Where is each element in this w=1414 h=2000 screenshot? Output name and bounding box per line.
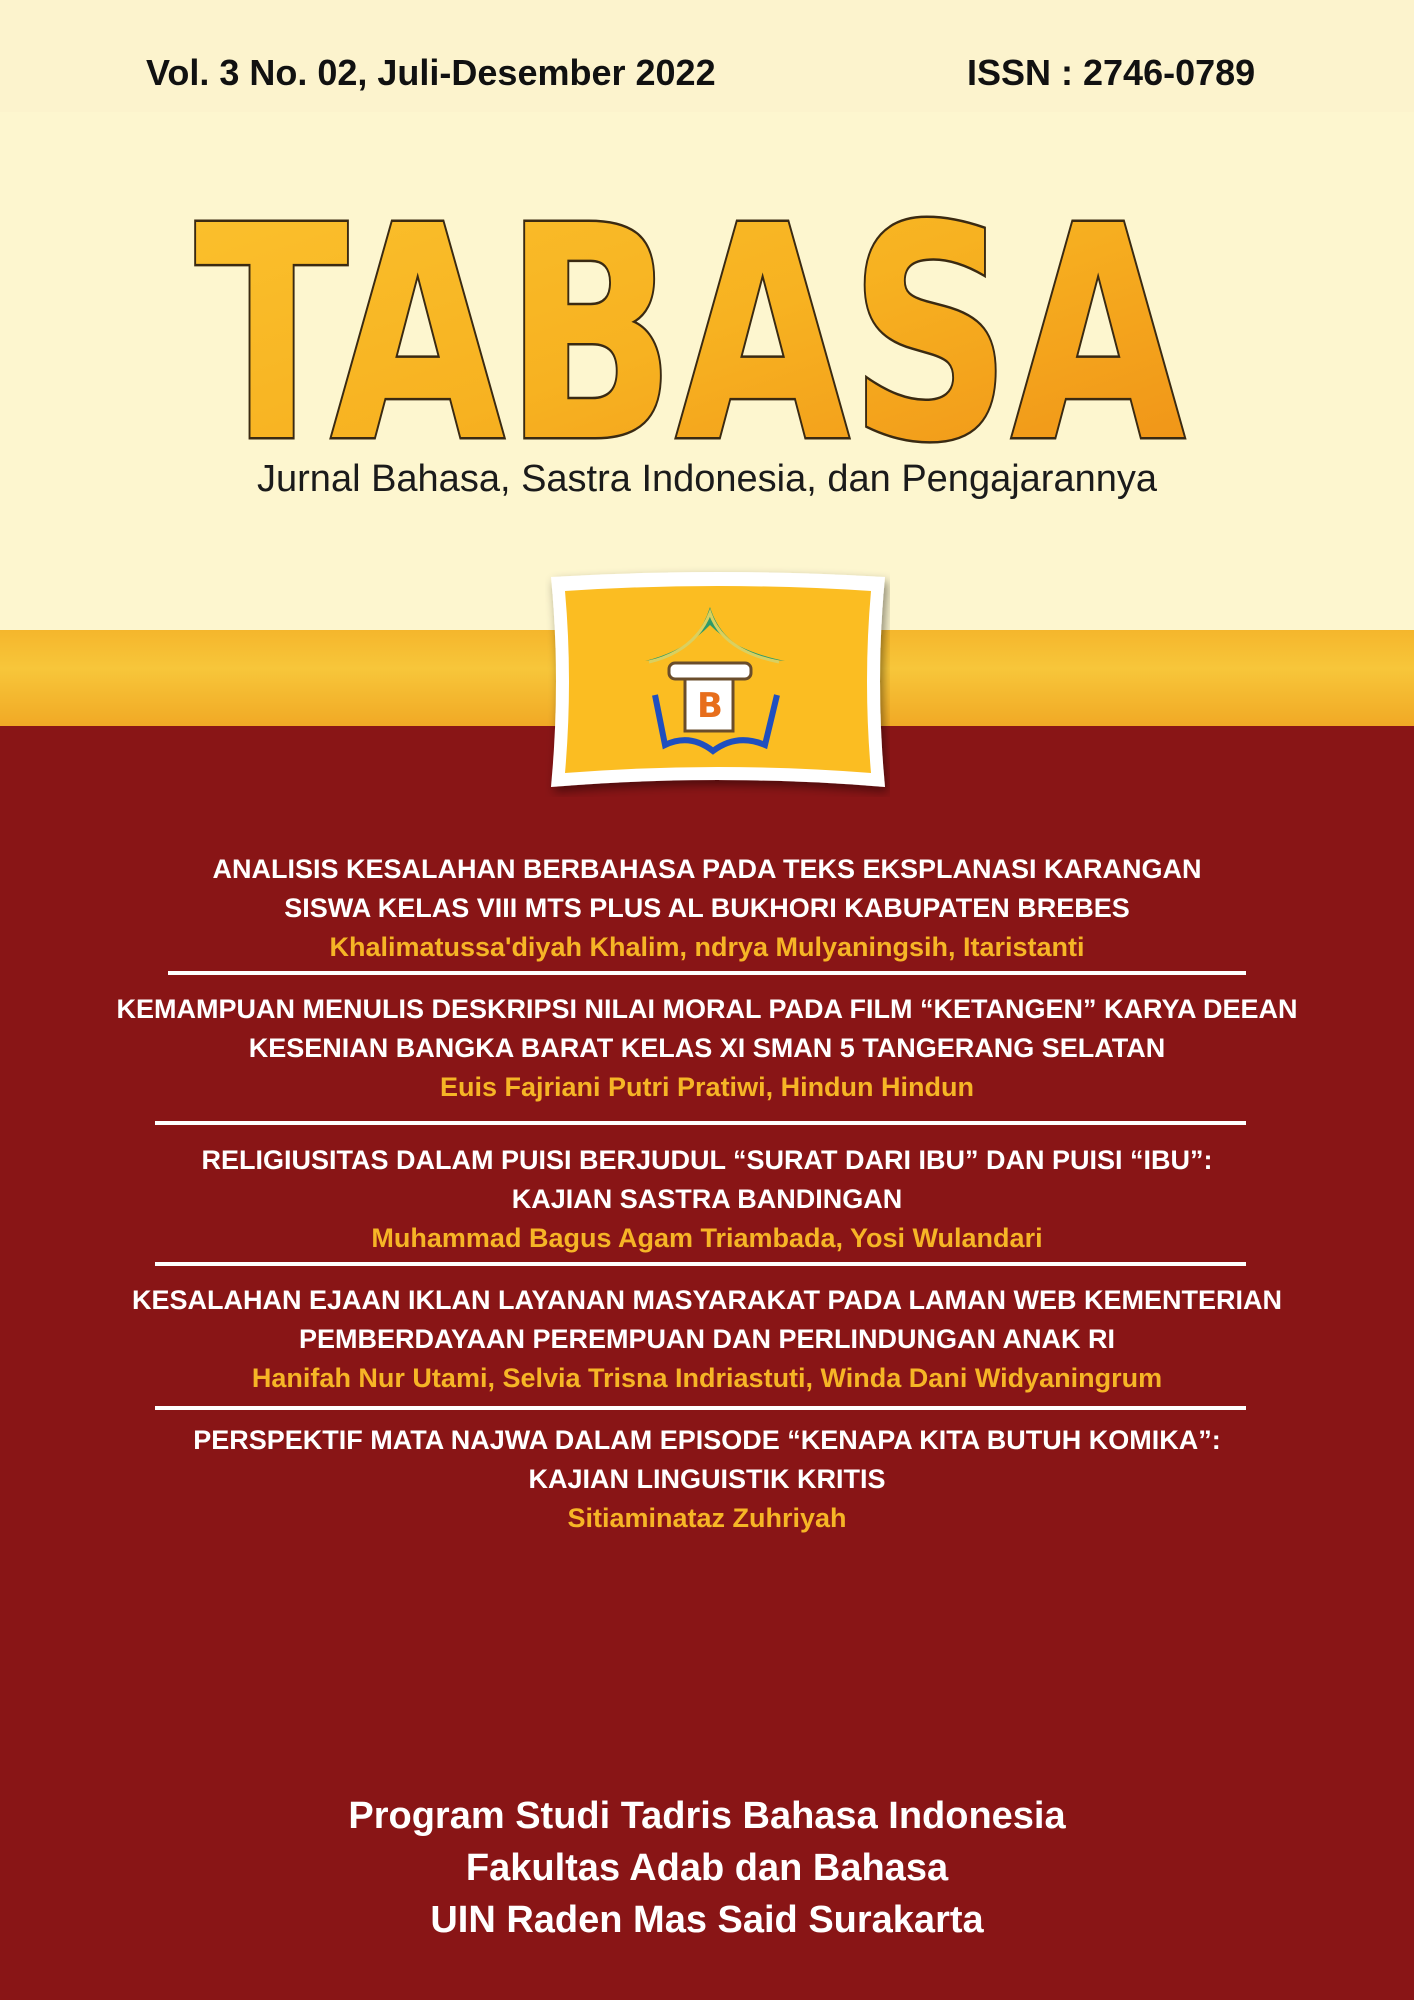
article-3 (60, 1141, 1354, 1258)
journal-title: TABASA (195, 175, 1187, 465)
journal-emblem (545, 565, 890, 797)
article-title-line: KAJIAN SASTRA BANDINGAN (511, 1184, 903, 1214)
divider (155, 1406, 1246, 1410)
article-title-line: KESENIAN BANGKA BARAT KELAS XI SMAN 5 TANGERANG SELATAN (248, 1033, 1166, 1063)
article-title-line: KESALAHAN EJAAN IKLAN LAYANAN MASYARAKAT PADA LAMAN WEB KEMENTERIAN (131, 1285, 1283, 1315)
journal-title-logo (190, 175, 1190, 465)
divider (155, 1121, 1246, 1125)
divider (155, 1262, 1246, 1266)
publisher-info (0, 1790, 1414, 1946)
article-title-line: SISWA KELAS VIII MTS PLUS AL BUKHORI KABUPATEN BREBES (284, 893, 1130, 923)
article-1 (60, 850, 1354, 967)
article-authors: Khalimatussa'diyah Khalim, ndrya Mulyaningsih, Itaristanti (329, 932, 1085, 962)
journal-subtitle: Jurnal Bahasa, Sastra Indonesia, dan Pengajarannya (257, 458, 1157, 500)
article-title-line: PEMBERDAYAAN PEREMPUAN DAN PERLINDUNGAN ANAK RI (298, 1324, 1116, 1354)
svg-text:B: B (697, 686, 723, 726)
article-title-line: KEMAMPUAN MENULIS DESKRIPSI NILAI MORAL PADA FILM “KETANGEN” KARYA DEEAN (116, 994, 1298, 1024)
publisher-line-university: UIN Raden Mas Said Surakarta (430, 1899, 984, 1941)
publisher-line-program: Program Studi Tadris Bahasa Indonesia (348, 1795, 1066, 1837)
article-title-line: RELIGIUSITAS DALAM PUISI BERJUDUL “SURAT DARI IBU” DAN PUISI “IBU”: (201, 1145, 1213, 1175)
article-2 (60, 990, 1354, 1107)
divider (168, 971, 1246, 975)
article-authors: Sitiaminataz Zuhriyah (567, 1503, 847, 1533)
article-authors: Euis Fajriani Putri Pratiwi, Hindun Hindun (439, 1072, 975, 1102)
article-4 (60, 1281, 1354, 1398)
article-authors: Muhammad Bagus Agam Triambada, Yosi Wulandari (371, 1223, 1043, 1253)
article-5 (60, 1421, 1354, 1538)
volume-info: Vol. 3 No. 02, Juli-Desember 2022 (146, 52, 716, 93)
issn: ISSN : 2746-0789 (967, 52, 1256, 93)
publisher-line-faculty: Fakultas Adab dan Bahasa (465, 1847, 949, 1889)
article-title-line: ANALISIS KESALAHAN BERBAHASA PADA TEKS EKSPLANASI KARANGAN (212, 854, 1202, 884)
article-authors: Hanifah Nur Utami, Selvia Trisna Indriastuti, Winda Dani Widyaningrum (251, 1363, 1163, 1393)
article-title-line: PERSPEKTIF MATA NAJWA DALAM EPISODE “KENAPA KITA BUTUH KOMIKA”: (193, 1425, 1221, 1455)
article-title-line: KAJIAN LINGUISTIK KRITIS (528, 1464, 886, 1494)
